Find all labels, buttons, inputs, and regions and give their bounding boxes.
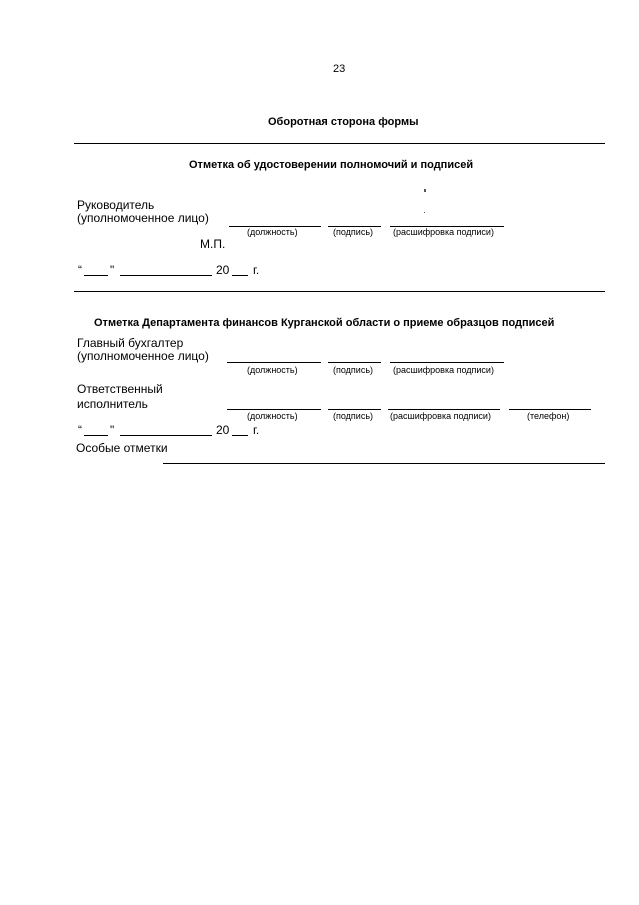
acceptance-date-month-field[interactable] (120, 435, 212, 436)
acceptance-date-year-suffix: г. (253, 423, 260, 437)
executor-position-caption: (должность) (247, 411, 298, 421)
accountant-transcript-caption: (расшифровка подписи) (393, 365, 494, 375)
scan-speck (424, 189, 426, 192)
executor-signature-field[interactable] (328, 409, 381, 410)
executor-position-field[interactable] (227, 409, 321, 410)
date-year-prefix: 20 (216, 263, 230, 277)
date-year-suffix: г. (253, 263, 260, 277)
seal-mark: М.П. (200, 237, 226, 251)
section1-title: Отметка об удостоверении полномочий и подписей (189, 159, 474, 171)
executor-transcript-caption: (расшифровка подписи) (390, 411, 491, 421)
accountant-position-caption: (должность) (247, 365, 298, 375)
executor-label-line1: Ответственный (77, 382, 163, 396)
date-month-field[interactable] (120, 275, 212, 276)
executor-signature-transcript-field[interactable] (388, 409, 500, 410)
page-number: 23 (333, 63, 346, 75)
date-close-quote: " (110, 263, 115, 277)
accountant-position-field[interactable] (227, 362, 321, 363)
acceptance-date-year-prefix: 20 (216, 423, 230, 437)
executor-phone-caption: (телефон) (527, 411, 570, 421)
form-back-title: Оборотная сторона формы (268, 116, 419, 128)
special-notes-field[interactable] (163, 463, 605, 464)
executor-signature-caption: (подпись) (333, 411, 374, 421)
head-label-line1: Руководитель (77, 198, 155, 212)
date-year-field[interactable] (232, 275, 248, 276)
accountant-signature-transcript-field[interactable] (390, 362, 504, 363)
section2-title: Отметка Департамента финансов Курганской области о приеме образцов подписей (94, 317, 555, 329)
special-notes-label: Особые отметки (76, 441, 168, 455)
acceptance-date-close-quote: " (110, 423, 115, 437)
executor-label-line2: исполнитель (77, 397, 148, 411)
middle-divider (74, 291, 605, 292)
head-signature-caption: (подпись) (333, 227, 374, 237)
date-day-field[interactable] (84, 275, 108, 276)
acceptance-date-open-quote: “ (78, 423, 82, 437)
acceptance-date-year-field[interactable] (232, 435, 248, 436)
accountant-signature-field[interactable] (328, 362, 381, 363)
scan-speck (424, 212, 425, 213)
head-position-caption: (должность) (247, 227, 298, 237)
acceptance-date-day-field[interactable] (84, 435, 108, 436)
executor-phone-field[interactable] (509, 409, 591, 410)
head-label-line2: (уполномоченное лицо) (77, 211, 209, 225)
accountant-label-line2: (уполномоченное лицо) (77, 349, 209, 363)
date-open-quote: “ (78, 263, 82, 277)
accountant-label-line1: Главный бухгалтер (77, 336, 184, 350)
top-divider (74, 143, 605, 144)
accountant-signature-caption: (подпись) (333, 365, 374, 375)
head-transcript-caption: (расшифровка подписи) (393, 227, 494, 237)
